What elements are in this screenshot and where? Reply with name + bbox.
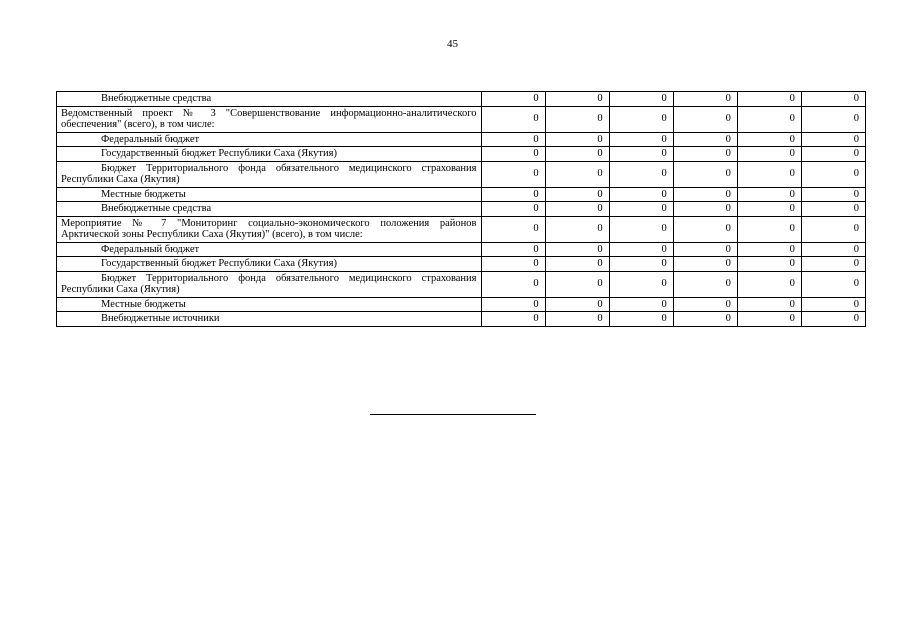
- row-label: Федеральный бюджет: [57, 132, 482, 147]
- value-cell: 0: [545, 161, 609, 187]
- budget-table: [56, 91, 866, 327]
- table-row: [57, 242, 866, 257]
- value-cell: 0: [609, 216, 673, 242]
- table-row: [57, 147, 866, 162]
- value-cell: 0: [481, 147, 545, 162]
- table-row: [57, 216, 866, 242]
- value-cell: 0: [481, 92, 545, 107]
- row-label: Внебюджетные источники: [57, 312, 482, 327]
- value-cell: 0: [481, 297, 545, 312]
- value-cell: 0: [801, 312, 865, 327]
- value-cell: 0: [481, 242, 545, 257]
- row-label: Государственный бюджет Республики Саха (Якутия): [57, 257, 482, 272]
- value-cell: 0: [609, 312, 673, 327]
- value-cell: 0: [545, 147, 609, 162]
- value-cell: 0: [481, 271, 545, 297]
- table-row: [57, 187, 866, 202]
- value-cell: 0: [801, 216, 865, 242]
- value-cell: 0: [481, 161, 545, 187]
- table-row: [57, 106, 866, 132]
- value-cell: 0: [481, 216, 545, 242]
- table-row: [57, 161, 866, 187]
- end-divider: [370, 414, 536, 415]
- value-cell: 0: [737, 92, 801, 107]
- table-row: [57, 312, 866, 327]
- value-cell: 0: [673, 202, 737, 217]
- row-label: Бюджет Территориального фонда обязательного медицинского страхования Республики Саха (Якутия): [57, 271, 482, 297]
- value-cell: 0: [801, 161, 865, 187]
- row-label: Бюджет Территориального фонда обязательного медицинского страхования Республики Саха (Якутия): [57, 161, 482, 187]
- value-cell: 0: [801, 271, 865, 297]
- value-cell: 0: [481, 257, 545, 272]
- value-cell: 0: [609, 271, 673, 297]
- value-cell: 0: [673, 187, 737, 202]
- value-cell: 0: [609, 92, 673, 107]
- table-row: [57, 271, 866, 297]
- value-cell: 0: [481, 106, 545, 132]
- value-cell: 0: [673, 132, 737, 147]
- table-row: [57, 297, 866, 312]
- value-cell: 0: [545, 132, 609, 147]
- value-cell: 0: [545, 187, 609, 202]
- value-cell: 0: [737, 187, 801, 202]
- value-cell: 0: [609, 257, 673, 272]
- value-cell: 0: [673, 242, 737, 257]
- value-cell: 0: [737, 242, 801, 257]
- value-cell: 0: [801, 106, 865, 132]
- row-label: Ведомственный проект № 3 "Совершенствование информационно-аналитического обеспечения" (всего), в том числе:: [57, 106, 482, 132]
- value-cell: 0: [801, 132, 865, 147]
- value-cell: 0: [545, 242, 609, 257]
- value-cell: 0: [737, 271, 801, 297]
- value-cell: 0: [545, 202, 609, 217]
- value-cell: 0: [801, 297, 865, 312]
- value-cell: 0: [673, 271, 737, 297]
- value-cell: 0: [737, 147, 801, 162]
- row-label: Мероприятие № 7 "Мониторинг социально-экономического положения районов Арктической зоны Республики Саха (Якутия)" (всего), в том числе:: [57, 216, 482, 242]
- value-cell: 0: [801, 147, 865, 162]
- value-cell: 0: [545, 271, 609, 297]
- value-cell: 0: [673, 312, 737, 327]
- value-cell: 0: [609, 161, 673, 187]
- value-cell: 0: [737, 132, 801, 147]
- value-cell: 0: [737, 106, 801, 132]
- value-cell: 0: [737, 257, 801, 272]
- value-cell: 0: [737, 202, 801, 217]
- value-cell: 0: [609, 106, 673, 132]
- value-cell: 0: [737, 312, 801, 327]
- value-cell: 0: [609, 202, 673, 217]
- value-cell: 0: [801, 92, 865, 107]
- value-cell: 0: [801, 257, 865, 272]
- value-cell: 0: [673, 92, 737, 107]
- value-cell: 0: [737, 216, 801, 242]
- value-cell: 0: [673, 257, 737, 272]
- value-cell: 0: [545, 312, 609, 327]
- value-cell: 0: [545, 216, 609, 242]
- value-cell: 0: [481, 132, 545, 147]
- value-cell: 0: [609, 132, 673, 147]
- value-cell: 0: [481, 312, 545, 327]
- value-cell: 0: [673, 216, 737, 242]
- value-cell: 0: [673, 106, 737, 132]
- value-cell: 0: [609, 187, 673, 202]
- value-cell: 0: [545, 106, 609, 132]
- table-row: [57, 132, 866, 147]
- value-cell: 0: [801, 202, 865, 217]
- value-cell: 0: [481, 187, 545, 202]
- row-label: Местные бюджеты: [57, 297, 482, 312]
- value-cell: 0: [673, 297, 737, 312]
- row-label: Федеральный бюджет: [57, 242, 482, 257]
- row-label: Внебюджетные средства: [57, 202, 482, 217]
- row-label: Внебюджетные средства: [57, 92, 482, 107]
- budget-table-body: [57, 92, 866, 327]
- value-cell: 0: [673, 147, 737, 162]
- value-cell: 0: [609, 147, 673, 162]
- value-cell: 0: [545, 297, 609, 312]
- value-cell: 0: [801, 242, 865, 257]
- value-cell: 0: [737, 297, 801, 312]
- value-cell: 0: [801, 187, 865, 202]
- value-cell: 0: [609, 242, 673, 257]
- table-row: [57, 257, 866, 272]
- value-cell: 0: [673, 161, 737, 187]
- page-number: 45: [447, 38, 458, 50]
- value-cell: 0: [609, 297, 673, 312]
- table-row: [57, 92, 866, 107]
- value-cell: 0: [481, 202, 545, 217]
- value-cell: 0: [545, 92, 609, 107]
- row-label: Местные бюджеты: [57, 187, 482, 202]
- table-row: [57, 202, 866, 217]
- value-cell: 0: [737, 161, 801, 187]
- row-label: Государственный бюджет Республики Саха (Якутия): [57, 147, 482, 162]
- value-cell: 0: [545, 257, 609, 272]
